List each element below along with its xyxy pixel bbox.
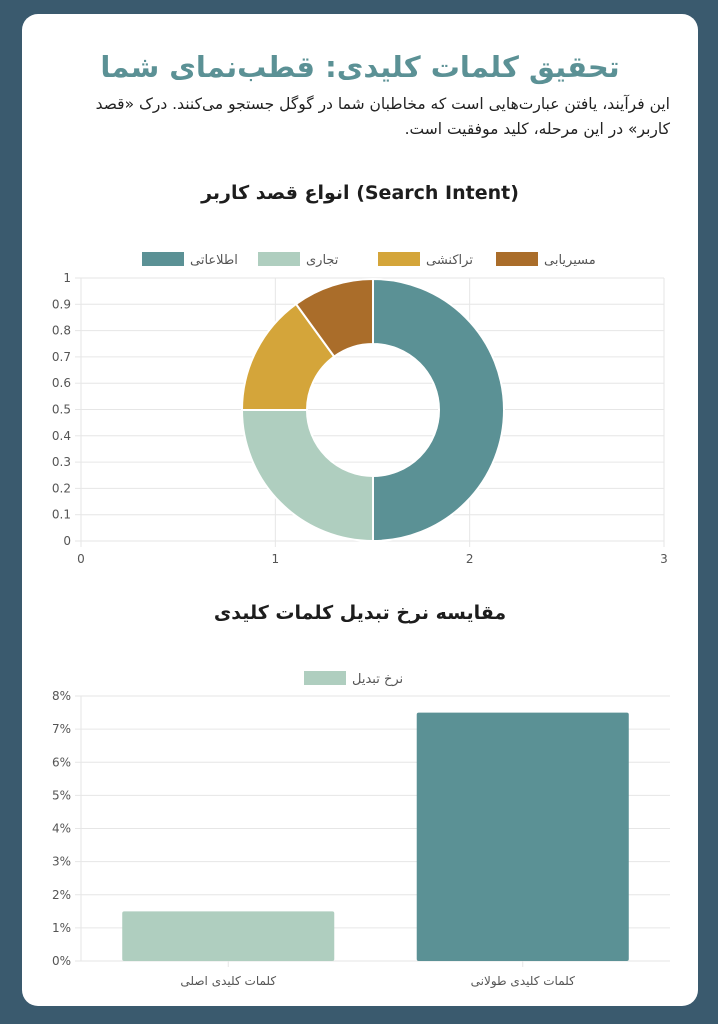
bar-1 — [417, 713, 629, 961]
y-tick-label: 0.9 — [51, 297, 71, 312]
legend-swatch-1 — [258, 252, 300, 266]
legend-swatch-0 — [142, 252, 184, 266]
y-tick-label: 0.8 — [51, 323, 71, 338]
y-tick-label: 7% — [51, 722, 71, 737]
y-tick-label: 2% — [51, 887, 71, 902]
y-tick-label: 0.6 — [51, 376, 71, 391]
legend-swatch-2 — [378, 252, 420, 266]
x-tick-label: 3 — [660, 552, 668, 566]
legend-label-3: مسیریابی — [544, 253, 596, 268]
y-tick-label: 1 — [63, 271, 71, 285]
doughnut-chart-title: انواع قصد کاربر (Search Intent) — [201, 182, 519, 204]
y-tick-label: 5% — [51, 788, 71, 803]
y-tick-label: 0% — [51, 954, 71, 968]
y-tick-label: 0.1 — [51, 507, 71, 522]
y-tick-label: 0 — [63, 534, 71, 548]
y-tick-label: 6% — [51, 755, 71, 770]
content-card — [22, 14, 698, 1006]
x-tick-label: 1 — [271, 552, 280, 566]
y-tick-label: 0.7 — [51, 349, 71, 364]
y-tick-label: 0.3 — [51, 455, 71, 470]
x-tick-label: 2 — [465, 552, 474, 566]
legend-label-0: اطلاعاتی — [190, 253, 238, 268]
legend-swatch-3 — [496, 252, 538, 266]
doughnut-chart — [22, 214, 698, 574]
y-tick-label: 8% — [51, 689, 71, 703]
intro-paragraph: این فرآیند، یافتن عبارت‌هایی است که مخاطبان شما در گوگل جستجو می‌کنند. درک «قصد کاربر» در این مرحله، کلید موفقیت است. — [95, 95, 670, 138]
x-tick-label: کلمات کلیدی اصلی — [180, 974, 277, 988]
bar-chart-title: مقایسه نرخ تبدیل کلمات کلیدی — [213, 602, 507, 624]
legend-label-1: تجاری — [306, 253, 339, 268]
page-title: تحقیق کلمات کلیدی: قطب‌نمای شما — [100, 50, 620, 84]
x-tick-label: 0 — [77, 552, 85, 566]
legend-label-conversion: نرخ تبدیل — [352, 672, 404, 687]
y-tick-label: 0.2 — [51, 481, 71, 496]
x-tick-label: کلمات کلیدی طولانی — [470, 974, 575, 988]
doughnut-slice-1 — [242, 410, 373, 541]
y-tick-label: 4% — [51, 821, 71, 836]
y-tick-label: 0.4 — [51, 428, 71, 443]
y-tick-label: 3% — [51, 854, 71, 869]
legend-swatch-conversion — [304, 671, 346, 685]
y-tick-label: 1% — [51, 920, 71, 935]
bar-0 — [122, 911, 334, 961]
legend-label-2: تراکنشی — [426, 253, 473, 268]
bar-chart — [22, 644, 698, 994]
y-tick-label: 0.5 — [51, 402, 71, 417]
